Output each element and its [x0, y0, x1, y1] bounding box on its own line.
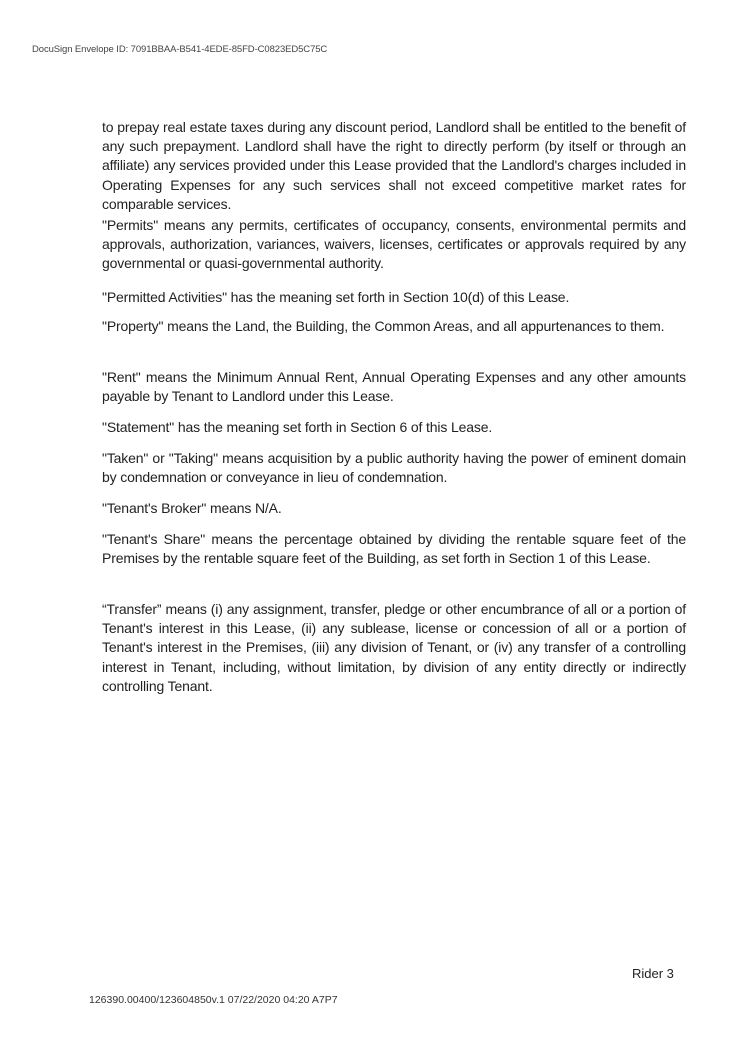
definition-permits: "Permits" means any permits, certificates of occupancy, consents, environmental permits and approvals, authorization, variances, waivers, licenses, certificates or approvals required by any governmental or quasi-governmental authority.: [102, 217, 686, 272]
document-id-footer: 126390.00400/123604850v.1 07/22/2020 04:20 A7P7: [89, 994, 338, 1006]
page-label: Rider 3: [632, 966, 674, 981]
definition-statement: "Statement" has the meaning set forth in Section 6 of this Lease.: [102, 419, 493, 435]
definition-transfer: “Transfer” means (i) any assignment, transfer, pledge or other encumbrance of all or a portion of Tenant's interest in this Lease, (ii) any sublease, license or concession of all or a portion of Tenant's interest in the Premises, (iii) any division of Tenant, or (iv) any transfer of a controlling interest in Tenant, including, without limitation, by division of any entity directly or indirectly controlling Tenant.: [102, 601, 686, 694]
definition-rent: "Rent" means the Minimum Annual Rent, Annual Operating Expenses and any other amounts payable by Tenant to Landlord under this Lease.: [102, 369, 686, 405]
definition-property: "Property" means the Land, the Building, the Common Areas, and all appurtenances to them.: [102, 318, 665, 334]
definition-tenants-share: "Tenant's Share" means the percentage obtained by dividing the rentable square feet of the Premises by the rentable square feet of the Building, as set forth in Section 1 of this Lease.: [102, 531, 686, 567]
definition-taking: "Taken" or "Taking" means acquisition by a public authority having the power of eminent domain by condemnation or conveyance in lieu of condemnation.: [102, 450, 686, 486]
definition-tenants-broker: "Tenant's Broker" means N/A.: [102, 500, 282, 516]
docusign-envelope-id: DocuSign Envelope ID: 7091BBAA-B541-4EDE-85FD-C0823ED5C75C: [32, 44, 328, 55]
paragraph-taxes-services: to prepay real estate taxes during any discount period, Landlord shall be entitled to the benefit of any such prepayment. Landlord shall have the right to directly perform (by itself or through an affiliate) any services provided under this Lease provided that the Landlord's charges included in Operating Expenses for any such services shall not exceed competitive market rates for comparable services.: [102, 119, 686, 212]
definition-permitted-activities: "Permitted Activities" has the meaning set forth in Section 10(d) of this Lease.: [102, 289, 570, 305]
